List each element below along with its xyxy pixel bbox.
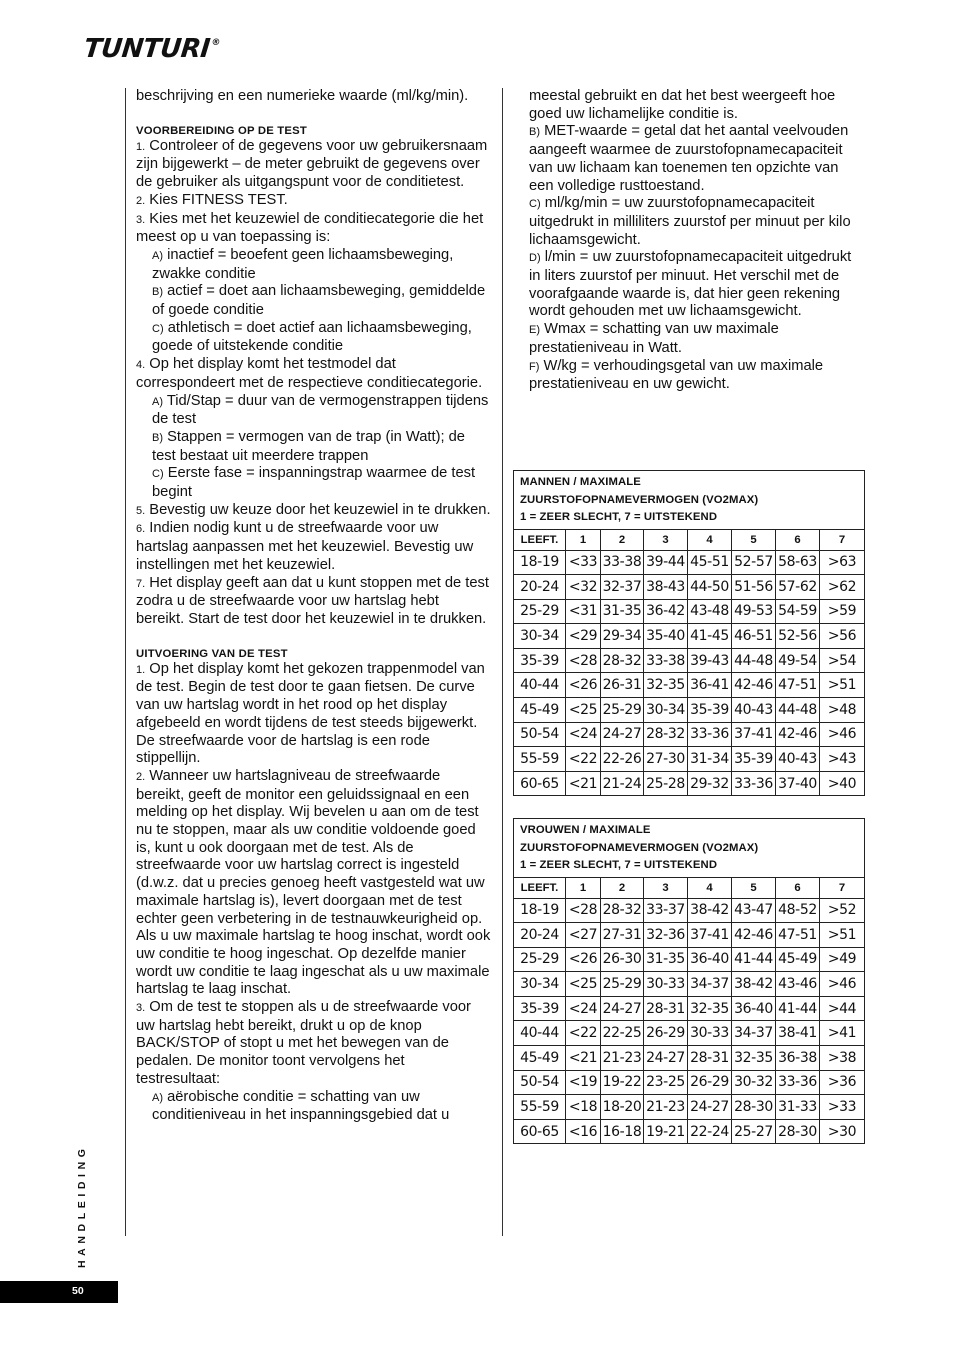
- table-cell: 33-36: [732, 771, 776, 796]
- table-row: [514, 972, 865, 997]
- table-cell: 42-46: [776, 722, 820, 747]
- result-c: C) ml/kg/min = uw zuurstofopnamecapaciteit uitgedrukt in milliliters zuurstof per minuut per kilo lichaamsgewicht.: [529, 195, 851, 248]
- page-number: 50: [72, 1285, 84, 1297]
- table-cell: 28-30: [776, 1119, 820, 1144]
- men-header-cell: 3: [644, 529, 688, 550]
- table-cell: 35-39: [514, 648, 566, 673]
- prep-step-4b: B) Stappen = vermogen van de trap (in Watt); de test bestaat uit meerdere trappen: [152, 428, 465, 464]
- table-cell: 25-28: [644, 771, 688, 796]
- table-cell: 26-29: [688, 1070, 732, 1095]
- table-cell: 51-56: [732, 575, 776, 600]
- table-cell: 16-18: [601, 1119, 644, 1144]
- table-cell: 21-24: [601, 771, 644, 796]
- table-cell: 31-33: [776, 1095, 820, 1120]
- table-cell: <33: [566, 550, 601, 575]
- table-cell: 23-25: [644, 1070, 688, 1095]
- men-header-cell: 7: [820, 529, 865, 550]
- table-cell: >46: [820, 972, 865, 997]
- prep-step-3c: C) athletisch = doet actief aan lichaamsbeweging, goede of uitstekende conditie: [152, 319, 472, 355]
- right-text-column: [529, 88, 865, 394]
- table-cell: 32-35: [732, 1046, 776, 1071]
- table-cell: 27-31: [601, 923, 644, 948]
- heading-preparation: VOORBEREIDING OP DE TEST: [136, 124, 307, 137]
- table-cell: 22-25: [601, 1021, 644, 1046]
- prep-step-1: 1. Controleer of de gegevens voor uw gebruikersnaam zijn bijgewerkt – de meter gebruikt de gegevens over de gebruiker als uitgangspunt voor de conditietest.: [136, 137, 488, 191]
- table-cell: 28-32: [644, 722, 688, 747]
- table-cell: <18: [566, 1095, 601, 1120]
- table-cell: 49-54: [776, 648, 820, 673]
- women-header-cell: 6: [776, 877, 820, 898]
- table-cell: >56: [820, 624, 865, 649]
- table-cell: 40-43: [776, 747, 820, 772]
- prep-step-6: 6. Indien nodig kunt u de streefwaarde voor uw hartslag aanpassen met het keuzewiel. Bevestig uw instellingen met het keuzewiel.: [136, 520, 474, 573]
- table-cell: <21: [566, 771, 601, 796]
- table-cell: 24-27: [601, 996, 644, 1021]
- table-cell: >33: [820, 1095, 865, 1120]
- table-cell: <22: [566, 1021, 601, 1046]
- table-cell: >44: [820, 996, 865, 1021]
- table-cell: 36-40: [732, 996, 776, 1021]
- table-row: [514, 575, 865, 600]
- table-cell: 29-34: [601, 624, 644, 649]
- women-header-row: [514, 877, 865, 898]
- table-row: [514, 996, 865, 1021]
- table-row: [514, 1046, 865, 1071]
- table-cell: 47-51: [776, 673, 820, 698]
- table-cell: 18-20: [601, 1095, 644, 1120]
- table-cell: 32-36: [644, 923, 688, 948]
- table-cell: 19-21: [644, 1119, 688, 1144]
- table-cell: >46: [820, 722, 865, 747]
- table-cell: 48-52: [776, 898, 820, 923]
- men-table-title: MANNEN / MAXIMALE ZUURSTOFOPNAMEVERMOGEN (VO2MAX) 1 = ZEER SLECHT, 7 = UITSTEKEND: [514, 471, 865, 530]
- table-cell: 26-29: [644, 1021, 688, 1046]
- men-header-cell: LEEFT.: [514, 529, 566, 550]
- table-cell: 38-42: [688, 898, 732, 923]
- table-cell: <22: [566, 747, 601, 772]
- table-cell: <28: [566, 898, 601, 923]
- table-cell: 40-44: [514, 1021, 566, 1046]
- table-cell: 34-37: [732, 1021, 776, 1046]
- table-cell: 50-54: [514, 1070, 566, 1095]
- table-cell: 24-27: [644, 1046, 688, 1071]
- table-cell: 24-27: [601, 722, 644, 747]
- table-cell: >51: [820, 923, 865, 948]
- table-cell: <26: [566, 947, 601, 972]
- table-cell: 38-42: [732, 972, 776, 997]
- table-cell: 44-48: [776, 698, 820, 723]
- table-cell: 35-39: [514, 996, 566, 1021]
- table-row: [514, 648, 865, 673]
- table-cell: 55-59: [514, 747, 566, 772]
- prep-step-3b: B) actief = doet aan lichaamsbeweging, gemiddelde of goede conditie: [152, 283, 486, 319]
- table-cell: <21: [566, 1046, 601, 1071]
- table-row: [514, 698, 865, 723]
- table-row: [514, 771, 865, 796]
- table-cell: 25-29: [514, 947, 566, 972]
- table-cell: 41-45: [688, 624, 732, 649]
- table-cell: 43-48: [688, 599, 732, 624]
- table-cell: >43: [820, 747, 865, 772]
- prep-step-4a: A) Tid/Stap = duur van de vermogenstrappen tijdens de test: [152, 392, 489, 428]
- table-row: [514, 722, 865, 747]
- table-cell: 32-35: [688, 996, 732, 1021]
- table-cell: <31: [566, 599, 601, 624]
- table-cell: 28-31: [688, 1046, 732, 1071]
- table-cell: 31-35: [644, 947, 688, 972]
- table-cell: <25: [566, 972, 601, 997]
- prep-step-3a: A) inactief = beoefent geen lichaamsbeweging, zwakke conditie: [152, 246, 454, 282]
- women-header-cell: 1: [566, 877, 601, 898]
- men-header-cell: 6: [776, 529, 820, 550]
- center-column-rule: [502, 88, 503, 1236]
- table-cell: 27-30: [644, 747, 688, 772]
- table-cell: 33-38: [601, 550, 644, 575]
- table-cell: <16: [566, 1119, 601, 1144]
- exec-step-3: 3. Om de test te stoppen als u de streefwaarde voor uw hartslag hebt bereikt, drukt u op de knop BACK/STOP of stopt u met het bewegen van de pedalen. De monitor toont vervolgens het testresultaat:: [136, 999, 471, 1087]
- table-cell: <28: [566, 648, 601, 673]
- intro-text: beschrijving en een numerieke waarde (ml/kg/min).: [136, 88, 469, 104]
- table-cell: <29: [566, 624, 601, 649]
- table-cell: >59: [820, 599, 865, 624]
- table-cell: >49: [820, 947, 865, 972]
- table-cell: 42-46: [732, 673, 776, 698]
- men-header-cell: 1: [566, 529, 601, 550]
- table-row: [514, 947, 865, 972]
- table-cell: 40-43: [732, 698, 776, 723]
- table-row: [514, 898, 865, 923]
- table-cell: 33-37: [644, 898, 688, 923]
- table-cell: 28-30: [732, 1095, 776, 1120]
- table-cell: 34-37: [688, 972, 732, 997]
- table-cell: 26-30: [601, 947, 644, 972]
- women-header-cell: 2: [601, 877, 644, 898]
- table-cell: 45-49: [514, 698, 566, 723]
- table-cell: >52: [820, 898, 865, 923]
- table-cell: 22-26: [601, 747, 644, 772]
- table-cell: <19: [566, 1070, 601, 1095]
- table-cell: 19-22: [601, 1070, 644, 1095]
- table-cell: 18-19: [514, 898, 566, 923]
- table-cell: 21-23: [601, 1046, 644, 1071]
- table-cell: 45-49: [514, 1046, 566, 1071]
- table-cell: 31-34: [688, 747, 732, 772]
- prep-step-4: 4. Op het display komt het testmodel dat correspondeert met de respectieve conditiecategorie.: [136, 356, 483, 391]
- table-cell: 37-41: [688, 923, 732, 948]
- table-cell: 25-29: [514, 599, 566, 624]
- women-header-cell: 4: [688, 877, 732, 898]
- result-d: D) l/min = uw zuurstofopnamecapaciteit uitgedrukt in liters zuurstof per minuut. Het verschil met de voorafgaande waarde is, dat hier geen rekening wordt gehouden met uw lichaamsgewicht.: [529, 249, 852, 320]
- table-cell: <27: [566, 923, 601, 948]
- table-cell: 37-41: [732, 722, 776, 747]
- table-cell: <25: [566, 698, 601, 723]
- left-text-column: [136, 88, 491, 1125]
- women-header-cell: 5: [732, 877, 776, 898]
- table-cell: 60-65: [514, 1119, 566, 1144]
- table-cell: 30-34: [644, 698, 688, 723]
- table-cell: >30: [820, 1119, 865, 1144]
- table-row: [514, 1095, 865, 1120]
- table-cell: 39-44: [644, 550, 688, 575]
- table-cell: 25-29: [601, 698, 644, 723]
- table-cell: 38-41: [776, 1021, 820, 1046]
- table-cell: 44-48: [732, 648, 776, 673]
- side-label: HANDLEIDING: [76, 1144, 88, 1268]
- women-header-cell: 7: [820, 877, 865, 898]
- table-cell: 52-56: [776, 624, 820, 649]
- women-header-cell: 3: [644, 877, 688, 898]
- table-cell: 45-49: [776, 947, 820, 972]
- table-cell: >54: [820, 648, 865, 673]
- table-cell: 30-33: [644, 972, 688, 997]
- table-cell: 28-32: [601, 898, 644, 923]
- table-row: [514, 1070, 865, 1095]
- table-cell: 54-59: [776, 599, 820, 624]
- table-cell: 36-40: [688, 947, 732, 972]
- page-number-box: [0, 1281, 118, 1303]
- table-cell: >48: [820, 698, 865, 723]
- table-cell: >63: [820, 550, 865, 575]
- table-cell: 36-38: [776, 1046, 820, 1071]
- table-cell: 60-65: [514, 771, 566, 796]
- table-cell: 40-44: [514, 673, 566, 698]
- table-cell: 43-47: [732, 898, 776, 923]
- women-vo2max-table: [513, 818, 865, 1144]
- table-cell: >51: [820, 673, 865, 698]
- prep-step-7: 7. Het display geeft aan dat u kunt stoppen met de test zodra u de streefwaarde voor uw hartslag hebt bereikt. Start de test door het keuzewiel in te drukken.: [136, 574, 489, 627]
- table-cell: 32-37: [601, 575, 644, 600]
- table-cell: 47-51: [776, 923, 820, 948]
- table-cell: 38-43: [644, 575, 688, 600]
- table-cell: 24-27: [688, 1095, 732, 1120]
- table-row: [514, 673, 865, 698]
- prep-step-4c: C) Eerste fase = inspanningstrap waarmee de test begint: [152, 465, 476, 501]
- tunturi-logo: TUNTURI®: [82, 34, 221, 64]
- table-cell: 35-39: [688, 698, 732, 723]
- continued-text: meestal gebruikt en dat het best weergeeft hoe goed uw lichamelijke conditie is.: [529, 88, 836, 122]
- table-cell: 25-27: [732, 1119, 776, 1144]
- left-column-rule: [125, 88, 126, 1236]
- prep-step-2: 2. Kies FITNESS TEST.: [136, 191, 288, 208]
- heading-execution: UITVOERING VAN DE TEST: [136, 647, 288, 660]
- prep-step-3: 3. Kies met het keuzewiel de conditiecategorie die het meest op u van toepassing is:: [136, 210, 484, 246]
- table-cell: <24: [566, 996, 601, 1021]
- table-cell: >36: [820, 1070, 865, 1095]
- table-cell: >62: [820, 575, 865, 600]
- table-cell: 36-41: [688, 673, 732, 698]
- men-vo2max-table: [513, 470, 865, 796]
- table-cell: 35-40: [644, 624, 688, 649]
- table-cell: 28-31: [644, 996, 688, 1021]
- table-cell: >40: [820, 771, 865, 796]
- table-cell: >38: [820, 1046, 865, 1071]
- table-cell: 42-46: [732, 923, 776, 948]
- table-cell: 49-53: [732, 599, 776, 624]
- table-cell: 39-43: [688, 648, 732, 673]
- table-row: [514, 550, 865, 575]
- table-cell: 28-32: [601, 648, 644, 673]
- result-f: F) W/kg = verhoudingsgetal van uw maximale prestatieniveau en uw gewicht.: [529, 357, 824, 393]
- result-b: B) MET-waarde = getal dat het aantal veelvouden aangeeft waarmee de zuurstofopnamecapaciteit van uw lichaam kan toenemen ten opzichte van een volledige rusttoestand.: [529, 123, 849, 194]
- table-cell: 36-42: [644, 599, 688, 624]
- table-row: [514, 599, 865, 624]
- table-cell: 37-40: [776, 771, 820, 796]
- men-header-cell: 4: [688, 529, 732, 550]
- exec-step-1: 1. Op het display komt het gekozen trappenmodel van de test. Begin de test door te gaan fietsen. De curve van uw hartslag wordt in het rood op het display afgebeeld en wordt tijdens de test steeds bijgewerkt. De streefwaarde voor de hartslag is een rode stippellijn.: [136, 660, 485, 767]
- table-row: [514, 624, 865, 649]
- table-cell: 25-29: [601, 972, 644, 997]
- table-cell: 20-24: [514, 923, 566, 948]
- table-cell: 18-19: [514, 550, 566, 575]
- table-cell: <26: [566, 673, 601, 698]
- table-cell: 52-57: [732, 550, 776, 575]
- men-header-row: [514, 529, 865, 550]
- table-cell: 20-24: [514, 575, 566, 600]
- table-cell: <24: [566, 722, 601, 747]
- table-cell: 46-51: [732, 624, 776, 649]
- table-cell: 32-35: [644, 673, 688, 698]
- table-cell: 21-23: [644, 1095, 688, 1120]
- table-cell: <32: [566, 575, 601, 600]
- table-cell: 31-35: [601, 599, 644, 624]
- women-table-title: VROUWEN / MAXIMALE ZUURSTOFOPNAMEVERMOGEN (VO2MAX) 1 = ZEER SLECHT, 7 = UITSTEKEND: [514, 819, 865, 878]
- table-cell: 29-32: [688, 771, 732, 796]
- table-cell: 57-62: [776, 575, 820, 600]
- exec-step-3a: A) aërobische conditie = schatting van uw conditieniveau in het inspanningsgebied dat u: [152, 1088, 450, 1124]
- table-cell: 26-31: [601, 673, 644, 698]
- table-cell: 33-36: [776, 1070, 820, 1095]
- table-cell: 58-63: [776, 550, 820, 575]
- table-cell: 30-34: [514, 624, 566, 649]
- result-e: E) Wmax = schatting van uw maximale prestatieniveau in Watt.: [529, 321, 779, 356]
- table-cell: 50-54: [514, 722, 566, 747]
- table-row: [514, 1021, 865, 1046]
- table-cell: 33-36: [688, 722, 732, 747]
- women-header-cell: LEEFT.: [514, 877, 566, 898]
- table-cell: 30-33: [688, 1021, 732, 1046]
- men-header-cell: 2: [601, 529, 644, 550]
- table-row: [514, 747, 865, 772]
- table-cell: 30-32: [732, 1070, 776, 1095]
- table-row: [514, 1119, 865, 1144]
- table-cell: 35-39: [732, 747, 776, 772]
- table-cell: 30-34: [514, 972, 566, 997]
- table-cell: 33-38: [644, 648, 688, 673]
- exec-step-2: 2. Wanneer uw hartslagniveau de streefwaarde bereikt, geeft de monitor een geluidssignaal en een melding op het display. Wij bevelen u aan om de test nu te stoppen, maar als uw conditie voldoende goed is, kunt u ook doorgaan met de test. Als de streefwaarde voor uw hartslag correct is ingesteld (d.w.z. dat u precies genoeg heeft vastgesteld wat uw maximale hartslag is), levert doorgaan met de test echter geen verbetering in de testnauwkeurigheid op. Als u uw maximale hartslag te hoog inschat, wordt ook uw conditie te hoog ingeschat. Op dezelfde manier wordt uw conditie te laag ingeschat als u uw maximale hartslag te laag inschat.: [136, 767, 491, 998]
- table-row: [514, 923, 865, 948]
- table-cell: 22-24: [688, 1119, 732, 1144]
- table-cell: 43-46: [776, 972, 820, 997]
- table-cell: 41-44: [732, 947, 776, 972]
- table-cell: 55-59: [514, 1095, 566, 1120]
- table-cell: >41: [820, 1021, 865, 1046]
- table-cell: 41-44: [776, 996, 820, 1021]
- prep-step-5: 5. Bevestig uw keuze door het keuzewiel in te drukken.: [136, 501, 491, 518]
- table-cell: 45-51: [688, 550, 732, 575]
- table-cell: 44-50: [688, 575, 732, 600]
- men-header-cell: 5: [732, 529, 776, 550]
